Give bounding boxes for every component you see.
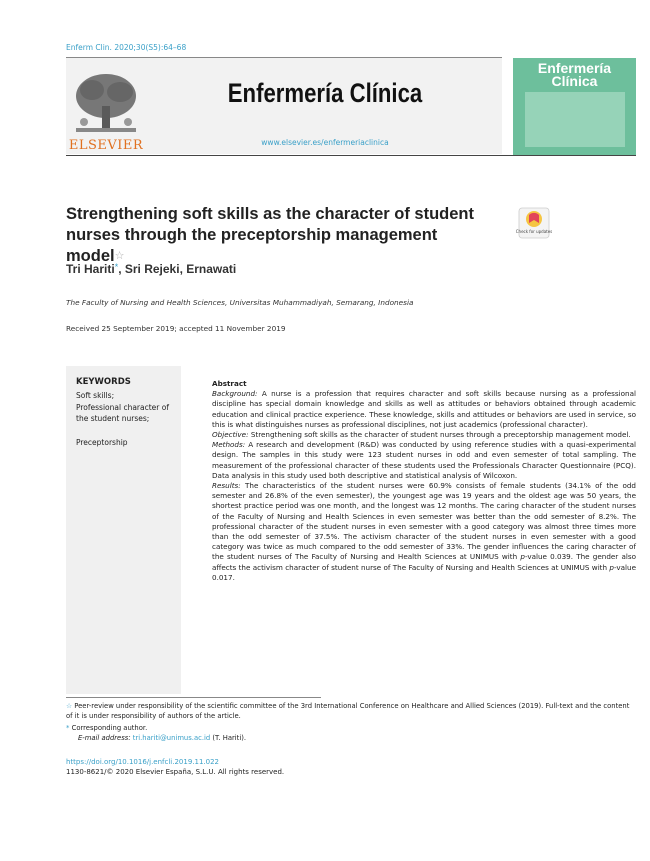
background-text: A nurse is a profession that requires character and soft skills because nursing as a professional discipline has special domain knowledge and skills as well as attitudes or behaviors obtained through academic education and clinical practice experience. These knowledge, skills and attitudes or behaviors are used in service, so this is what distinguishes nurses as professional disciplines, not just academics (professional character).: [212, 389, 636, 429]
peer-review-text: Peer-review under responsibility of the scientific committee of the 3rd International Conference on Healthcare and Allied Sciences (2019). Full-text and the content of it is under responsibility of authors of the article.: [66, 702, 630, 720]
objective-text: Strengthening soft skills as the character of student nurses through a preceptorship management model.: [250, 430, 631, 440]
abstract-results: [212, 481, 636, 583]
footnote-email: [78, 733, 648, 743]
abstract-objective: [212, 430, 636, 440]
cover-title: [513, 62, 636, 88]
author-list: [66, 262, 236, 276]
check-updates-label[interactable]: Check for updates: [515, 229, 553, 234]
copyright-line: 1130-8621/© 2020 Elsevier España, S.L.U. All rights reserved.: [66, 768, 285, 776]
affiliation: The Faculty of Nursing and Health Sciences, Universitas Muhammadiyah, Semarang, Indonesia: [66, 298, 414, 307]
results-label: Results:: [212, 481, 241, 491]
journal-title: Enfermería Clínica: [227, 78, 423, 108]
email-label: E-mail address:: [78, 734, 131, 742]
background-label: Background:: [212, 389, 258, 399]
masthead-bottom-rule: [66, 155, 636, 156]
p-symbol: p: [520, 552, 525, 562]
author-1: Tri Hariti: [66, 262, 115, 276]
footnote-peer-review: [66, 701, 636, 721]
journal-url-link[interactable]: www.elsevier.es/enfermeriaclinica: [261, 138, 389, 147]
title-line2-wrap: [66, 225, 496, 267]
keywords-heading: KEYWORDS: [76, 377, 131, 387]
abstract-background: [212, 389, 636, 430]
footnote-rule: [66, 697, 321, 698]
check-updates-icon[interactable]: [518, 207, 550, 241]
footnote-star: ☆: [66, 702, 73, 710]
title-line2: nurses through the preceptorship management model: [66, 226, 438, 265]
publisher-wordmark: ELSEVIER: [68, 138, 144, 153]
methods-text: A research and development (R&D) was conducted by using reference studies with a quasi-experimental design. The samples in this study were 123 student nurses in odd and even semester of total sampling. The measurement of the professional character of these students used the Professionals Character Questionnaire (PCQ). Data analysis in this study used both descriptive and statistical analysis of Wilcoxon.: [212, 440, 636, 480]
footnote-asterisk: *: [66, 724, 70, 732]
objective-label: Objective:: [212, 430, 249, 440]
results-text: -value 0.039. The gender also affects the activism character of student nurse of The Faculty of Nursing and Health Sciences at UNIMUS with: [212, 552, 636, 572]
cover-decoration: [525, 92, 625, 147]
keyword-item: Preceptorship: [76, 438, 128, 447]
abstract-methods: [212, 440, 636, 481]
keyword-item: Professional character of the student nurses;: [76, 403, 169, 423]
footnote-corresponding: [66, 723, 636, 733]
corresponding-text: Corresponding author.: [71, 724, 148, 732]
email-owner: (T. Hariti).: [212, 734, 247, 742]
corresponding-mark[interactable]: *: [114, 262, 119, 272]
abstract: [212, 379, 636, 583]
email-link[interactable]: tri.hariti@unimus.ac.id: [132, 734, 211, 742]
other-authors: , Sri Rejeki, Ernawati: [118, 262, 237, 276]
title-line1: Strengthening soft skills as the character of student: [66, 205, 474, 223]
cover-title-line2: Clínica: [551, 73, 598, 89]
results-text: The characteristics of the student nurses were 60.9% consists of female students (34.1% of the odd semester and 26.8% of the even semester), the youngest age was 19 years and the oldest age was 50 years, the shortest practice period was one month, and the longest was 12 months. The caring character of the student nurses of the Faculty of Nursing and Health Sciences in even semester was better than the odd semester of 8.2%. The professional character of the student nurses in even semester with a good category was almost three times more than the odd semester of 37.5%. The activism character of the student nurses in even semester with a good category was twice as much compared to the odd semester of 33%. The gender influences the caring character of the student nurses of The Faculty of Nursing and Health Sciences at UNIMUS with: [212, 481, 636, 562]
article-title: [66, 204, 496, 267]
methods-label: Methods:: [212, 440, 246, 450]
abstract-heading: Abstract: [212, 379, 247, 388]
received-dates: Received 25 September 2019; accepted 11 November 2019: [66, 324, 286, 333]
results-text: -value 0.017.: [212, 562, 636, 582]
cover-title-line1: Enfermería: [537, 60, 612, 76]
journal-citation[interactable]: Enferm Clin. 2020;30(S5):64–68: [66, 43, 187, 52]
title-footnote-star[interactable]: ☆: [114, 250, 125, 262]
doi-link[interactable]: https://doi.org/10.1016/j.enfcli.2019.11.022: [66, 758, 220, 766]
p-symbol: p: [609, 562, 614, 572]
keyword-item: Soft skills;: [76, 391, 115, 400]
